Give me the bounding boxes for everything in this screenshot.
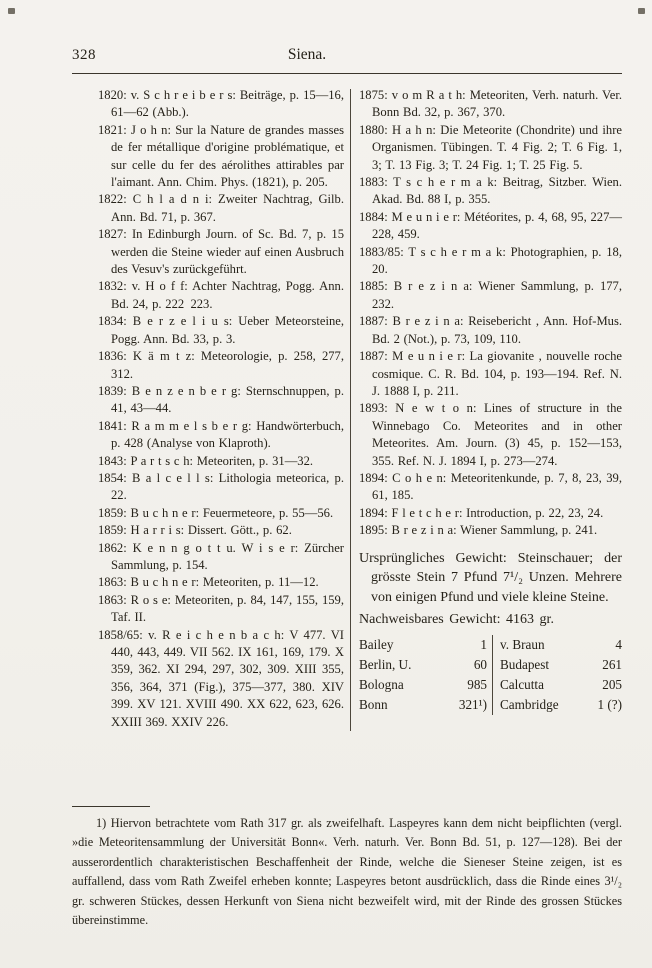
entry-body: v. S c h r e i b e r s: Beiträge, p. 15—16, 61—62 (Abb.). xyxy=(111,88,344,120)
bibliography-entry xyxy=(359,470,622,505)
table-right-half xyxy=(492,635,622,655)
entry-year: 1885: xyxy=(359,279,388,294)
entry-body: B u c h n e r: Meteoriten, p. 11—12. xyxy=(130,575,319,590)
bibliography-entry xyxy=(98,383,344,418)
entry-body: K ä m t z: Meteorologie, p. 258, 277, 312. xyxy=(111,349,345,381)
entry-body: B r e z i n a: Wiener Sammlung, p. 177, 232. xyxy=(372,279,622,311)
entry-year: 1832: xyxy=(98,279,127,294)
entry-year: 1836: xyxy=(98,349,127,364)
table-right-half xyxy=(492,695,622,715)
entry-year: 1858/65: xyxy=(98,627,143,642)
entry-year: 1862: xyxy=(98,540,127,555)
entry-year: 1875: xyxy=(359,88,388,102)
entry-year: 1841: xyxy=(98,418,127,433)
entry-body: C h l a d n i: Zweiter Nachtrag, Gilb. Ann. Bd. 71, p. 367. xyxy=(111,192,345,224)
entry-year: 1821: xyxy=(98,122,127,137)
entry-year: 1894: xyxy=(359,470,388,485)
weight-table-row xyxy=(359,655,622,675)
bibliography-entry xyxy=(359,87,622,122)
bibliography-entry xyxy=(98,348,344,383)
collection-name: Berlin, U. xyxy=(359,656,412,672)
footnote-text xyxy=(72,814,622,930)
entry-year: 1839: xyxy=(98,383,127,398)
bibliography-entry xyxy=(98,574,344,591)
collection-name: Budapest xyxy=(500,656,550,672)
footnote-separator-rule xyxy=(72,806,150,807)
footnote-marker: 1) xyxy=(96,816,107,830)
bibliography-entry xyxy=(98,226,344,278)
weight-table-row xyxy=(359,635,622,655)
scan-artifact-top-left xyxy=(8,8,15,14)
collection-grams: 60 xyxy=(473,656,487,672)
entry-body: M e u n i e r: La giovanite , nouvelle roche cosmique. C. R. Bd. 104, p. 193—194. Ref. N. J. 1888 I, p. 211. xyxy=(372,349,622,398)
entry-year: 1880: xyxy=(359,122,388,137)
entry-body: T s c h e r m a k: Beitrag, Sitzber. Wien. Akad. Bd. 88 I, p. 355. xyxy=(372,175,622,207)
page-number: 328 xyxy=(72,47,96,63)
traceable-weight-paragraph: Nachweisbares Gewicht: 4163 gr. xyxy=(359,612,554,628)
bibliography-entry xyxy=(359,313,622,348)
column-divider-rule xyxy=(350,89,351,731)
collection-grams: 4 xyxy=(615,636,622,652)
bibliography-entry xyxy=(98,313,344,348)
entry-body: H a r r i s: Dissert. Gött., p. 62. xyxy=(130,523,292,538)
entry-year: 1854: xyxy=(98,470,127,485)
bibliography-entry xyxy=(98,122,344,192)
bibliography-entry xyxy=(98,627,344,731)
right-entries xyxy=(359,87,622,540)
bibliography-entry xyxy=(359,122,622,174)
bibliography-entry xyxy=(98,505,344,522)
entry-year: 1883/85: xyxy=(359,244,404,259)
entry-body: B r e z i n a: Wiener Sammlung, p. 241. xyxy=(391,523,598,538)
entry-body: H a h n: Die Meteorite (Chondrite) und ihre Organismen. Tübingen. T. 4 Fig. 2; T. 6 Fig. 1, 3; T. 13 Fig. 3; T. 24 Fig. 1; T. 25 Fig. 5. xyxy=(372,122,622,172)
entry-body: N e w t o n: Lines of structure in the Winnebago Co. Meteorites and in other Meteorites. Am. Journ. (3) 45, p. 152—153, 355. Ref. N. J. 1894 I, p. 273—274. xyxy=(372,401,622,468)
page-header xyxy=(72,46,622,68)
table-right-half xyxy=(492,675,622,695)
collection-name: Bologna xyxy=(359,676,404,692)
entry-body: K e n n g o t t u. W i s e r: Zürcher Sammlung, p. 154. xyxy=(111,540,345,572)
entry-year: 1834: xyxy=(98,314,127,329)
bibliography-entry xyxy=(359,505,622,522)
collection-grams: 321¹) xyxy=(458,696,487,712)
bibliography-entry xyxy=(98,418,344,453)
bibliography-entry xyxy=(359,244,622,279)
entry-body: F l e t c h e r: Introduction, p. 22, 23, 24. xyxy=(391,505,604,520)
bibliography-entry xyxy=(98,592,344,627)
entry-year: 1893: xyxy=(359,401,388,416)
bibliography-entry xyxy=(98,453,344,470)
entry-year: 1822: xyxy=(98,192,127,207)
entry-year: 1863: xyxy=(98,575,127,590)
bibliography-entry xyxy=(359,278,622,313)
collection-name: Bonn xyxy=(359,696,388,712)
bibliography-entry xyxy=(98,522,344,539)
weight-table-row xyxy=(359,675,622,695)
entry-body: R o s e: Meteoriten, p. 84, 147, 155, 159, Taf. II. xyxy=(111,592,344,625)
entry-body: v. H o f f: Achter Nachtrag, Pogg. Ann. Bd. 24, p. 222 223. xyxy=(111,279,344,311)
bibliography-column-left xyxy=(72,87,344,731)
bibliography-entry xyxy=(98,87,344,122)
entry-body: T s c h e r m a k: Photographien, p. 18, 20. xyxy=(372,244,622,277)
page-title: Siena. xyxy=(287,46,327,63)
entry-body: M e u n i e r: Météorites, p. 4, 68, 95, 227—228, 459. xyxy=(372,209,622,242)
weight-distribution-table xyxy=(359,635,622,715)
bibliography-entry xyxy=(359,209,622,244)
collection-grams: 1 (?) xyxy=(597,696,622,712)
footnote-body: Hiervon betrachtete vom Rath 317 gr. als zweifelhaft. Laspeyres kann dem nicht beipflichten (vergl. »die Meteoritensammlung der Universität Bonn«. Verh. naturh. Ver. Bonn Bd. 51, p. 127—128). Bei der ausserordentlich charakteristischen Beschaffenheit der Rinde, welche die Sieneser Steine zeigen, ist es auffallend, dass vom Rath Zweifel erheben konnte; Laspeyres betont ausdrücklich, dass die Rinde eines 3¹/₂ gr. schweren Stückes, dessen Herkunft von Siena nicht bezweifelt wird, mit der Rinde des grossen Stückes übereinstimme. xyxy=(72,816,622,928)
entry-body: B e n z e n b e r g: Sternschnuppen, p. 41, 43—44. xyxy=(111,383,344,416)
collection-name: Cambridge xyxy=(500,696,559,712)
entry-year: 1820: xyxy=(98,88,127,102)
entry-body: P a r t s c h: Meteoriten, p. 31—32. xyxy=(130,453,314,468)
bibliography-entry xyxy=(98,191,344,226)
table-right-half xyxy=(492,655,622,675)
entry-year: 1884: xyxy=(359,209,388,224)
entry-year: 1887: xyxy=(359,314,388,329)
bibliography-entry xyxy=(359,174,622,209)
entry-body: B a l c e l l s: Lithologia meteorica, p. 22. xyxy=(111,470,344,503)
entry-body: B e r z e l i u s: Ueber Meteorsteine, Pogg. Ann. Bd. 33, p. 3. xyxy=(111,314,345,346)
collection-grams: 985 xyxy=(467,676,487,692)
entry-body: R a m m e l s b e r g: Handwörterbuch, p. 428 (Analyse von Klaproth). xyxy=(111,418,344,451)
bibliography-entry xyxy=(359,400,622,470)
entry-body: B u c h n e r: Feuermeteore, p. 55—56. xyxy=(130,505,334,520)
bibliography-columns xyxy=(72,87,622,731)
original-weight-paragraph: Ursprüngliches Gewicht: Steinschauer; der grösste Stein 7 Pfund 7¹/₂ Unzen. Mehrere von einigen Pfund und viele kleine Steine. xyxy=(359,550,622,605)
entry-year: 1843: xyxy=(98,453,127,468)
bibliography-column-right xyxy=(359,87,622,731)
bibliography-entry xyxy=(98,470,344,505)
collection-name: v. Braun xyxy=(500,636,545,652)
entry-year: 1883: xyxy=(359,175,388,190)
bibliography-entry xyxy=(98,278,344,313)
entry-year: 1827: xyxy=(98,227,127,242)
entry-body: B r e z i n a: Reisebericht , Ann. Hof-Mus. Bd. 2 (Not.), p. 73, 109, 110. xyxy=(372,314,623,346)
entry-year: 1863: xyxy=(98,592,127,607)
entry-year: 1895: xyxy=(359,523,388,538)
scan-artifact-top-right xyxy=(638,8,645,14)
entry-body: v. R e i c h e n b a c h: V 477. VI 440, 443, 449. VII 562. IX 161, 169, 179. X 359, 362. XI 294, 297, 302, 309. XIII 355, 356, 364, 371 (Fig.), 375—377, 380. XIV 399. XV 121. XVIII 490. XX 622, 623, 626. XXIII 369. XXIV 226. xyxy=(111,627,344,729)
header-rule xyxy=(72,73,622,74)
entry-year: 1859: xyxy=(98,505,127,520)
collection-grams: 205 xyxy=(602,676,622,692)
footnote-section xyxy=(72,806,622,930)
bibliography-entry xyxy=(359,522,622,539)
entry-body: C o h e n: Meteoritenkunde, p. 7, 8, 23, 39, 61, 185. xyxy=(372,470,622,503)
bibliography-entry xyxy=(98,540,344,575)
bibliography-entry xyxy=(359,348,622,400)
collection-grams: 261 xyxy=(602,656,622,672)
entry-year: 1894: xyxy=(359,505,388,520)
entry-body: v o m R a t h: Meteoriten, Verh. naturh. Ver. Bonn Bd. 32, p. 367, 370. xyxy=(372,88,622,120)
weight-table-row xyxy=(359,695,622,715)
collection-grams: 1 xyxy=(480,636,487,652)
entry-year: 1887: xyxy=(359,349,388,364)
collection-name: Calcutta xyxy=(500,676,544,692)
entry-year: 1859: xyxy=(98,523,127,538)
entry-body: J o h n: Sur la Nature de grandes masses de fer métallique d'origine problématique, et sur celle du fer des aérolithes attirables par l'aimant. Ann. Chim. Phys. (1821), p. 205. xyxy=(111,122,344,190)
entry-body: In Edinburgh Journ. of Sc. Bd. 7, p. 15 werden die Steine wieder auf einen Ausbruch des Vesuv's zurückgeführt. xyxy=(111,227,344,277)
collection-name: Bailey xyxy=(359,636,394,652)
